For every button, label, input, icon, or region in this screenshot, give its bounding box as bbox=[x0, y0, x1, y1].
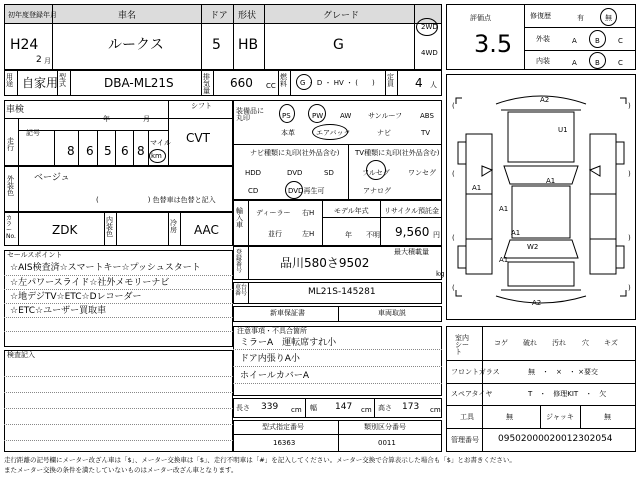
interior-b-circle bbox=[589, 52, 606, 69]
first-reg-month-unit: 月 bbox=[44, 57, 51, 65]
height-unit: cm bbox=[430, 406, 441, 414]
records-manual: 車両取説 bbox=[378, 309, 406, 317]
svg-text:(: ( bbox=[452, 102, 455, 110]
diagram-a2-top: A2 bbox=[540, 96, 550, 104]
drive-2wd: 2WD bbox=[421, 23, 438, 31]
equip-pw-circle bbox=[308, 104, 326, 123]
model-name-label: 車名 bbox=[118, 11, 137, 21]
interior-c: C bbox=[618, 59, 623, 67]
mileage-digit-4: 6 bbox=[121, 144, 129, 158]
selling-points-label: セールスポイント bbox=[7, 251, 63, 259]
equip-sunroof: サンルーフ bbox=[368, 112, 403, 120]
color-no-label: カラーNo. bbox=[6, 215, 16, 240]
mileage-digit-1: 8 bbox=[67, 144, 75, 158]
capacity-label: 定員 bbox=[387, 73, 394, 88]
model-name: ルークス bbox=[108, 37, 164, 53]
equip-tv: TV bbox=[421, 129, 431, 137]
shift-value: CVT bbox=[186, 131, 210, 145]
footer-line-2: またメーター交換の条件を満たしていないものはメーター改ざん車となります。 bbox=[4, 466, 238, 474]
month-label: 月 bbox=[143, 115, 150, 123]
svg-text:(: ( bbox=[452, 234, 455, 242]
chassis-value: ML21S-145281 bbox=[308, 287, 376, 297]
recycle-label: リサイクル預託金 bbox=[384, 207, 440, 215]
import-dealer: ディーラー bbox=[256, 209, 291, 217]
equip-leather: 本革 bbox=[281, 129, 295, 137]
jack-value: 無 bbox=[604, 413, 611, 421]
odometer-label: 車検 bbox=[6, 105, 25, 115]
recycle-unit: 円 bbox=[433, 231, 440, 239]
equip-pw: PW bbox=[312, 112, 324, 120]
glass-label: フロントガラス bbox=[451, 368, 500, 376]
length-label: 長さ bbox=[236, 404, 250, 412]
inspector-box bbox=[4, 350, 233, 452]
svg-text:): ) bbox=[628, 102, 631, 110]
use-value: 自家用 bbox=[22, 76, 59, 90]
interior-label: 内装 bbox=[536, 57, 550, 65]
jack-label: ジャッキ bbox=[546, 413, 574, 421]
exterior-b-circle bbox=[589, 30, 606, 48]
svg-text:): ) bbox=[628, 284, 631, 292]
mileage-digit-5: 8 bbox=[137, 144, 145, 158]
diagram-a1-right: A1 bbox=[499, 205, 509, 213]
navi-type-label: ナビ種類に丸印(社外品含む) bbox=[250, 149, 340, 157]
unit-mile: マイル bbox=[150, 139, 171, 147]
tv-fullseg: フルセグ bbox=[362, 169, 390, 177]
exterior-b: B bbox=[595, 37, 600, 45]
diagram-a1-mid: A1 bbox=[546, 177, 556, 185]
max-load-unit: kg bbox=[436, 270, 445, 278]
import-parallel: 並行 bbox=[268, 230, 282, 238]
navi-dvd: DVD bbox=[287, 169, 303, 177]
spare-opts: T ・ 修理KIT ・ 欠 bbox=[528, 390, 607, 398]
selling-point-2: ☆左パワースライド☆社外メモリーナビ bbox=[10, 278, 170, 288]
diagram-a2-rear: A2 bbox=[532, 299, 542, 307]
mileage-digit-3: 5 bbox=[104, 144, 112, 158]
selling-point-4: ☆ETC☆ユーザー買取車 bbox=[10, 306, 107, 316]
height-value: 173 bbox=[402, 402, 420, 412]
equip-ps: PS bbox=[282, 112, 291, 120]
ac-label: 冷房 bbox=[170, 219, 177, 234]
length-unit: cm bbox=[291, 406, 302, 414]
selling-point-1: ☆AIS検査済☆スマートキー☆プッシュスタート bbox=[10, 263, 201, 273]
svg-text:(: ( bbox=[452, 170, 455, 178]
width-value: 147 bbox=[335, 402, 353, 412]
drive-4wd: 4WD bbox=[421, 49, 438, 57]
year-label: 年 bbox=[103, 115, 110, 123]
equip-navi: ナビ bbox=[377, 129, 391, 137]
exterior-label: 外装 bbox=[536, 35, 550, 43]
mgmt-value: 09502000020012302054 bbox=[498, 434, 613, 444]
tools-value: 無 bbox=[506, 413, 513, 421]
import-left: 左H bbox=[302, 230, 315, 238]
diagram-w2: W2 bbox=[527, 243, 539, 251]
import-right: 右H bbox=[302, 209, 315, 217]
navi-dvd-play: DVD再生可 bbox=[288, 187, 325, 195]
equip-aw: AW bbox=[340, 112, 352, 120]
color-no-value: ZDK bbox=[52, 223, 78, 237]
notes-label: 注意事項・不具合箇所 bbox=[237, 327, 307, 335]
tv-analog: アナログ bbox=[363, 187, 391, 195]
navi-hdd: HDD bbox=[245, 169, 262, 177]
registration-label: 登録番号 bbox=[236, 249, 243, 274]
note-label: 記号 bbox=[26, 129, 40, 137]
tv-fullseg-circle bbox=[366, 160, 386, 180]
seat-scratch: キズ bbox=[604, 339, 618, 347]
seat-burn: コゲ bbox=[494, 339, 508, 347]
exterior-color-value: ベージュ bbox=[34, 173, 70, 183]
car-outline bbox=[446, 74, 636, 320]
first-reg-era: H24 bbox=[10, 37, 39, 53]
displacement-unit: CC bbox=[266, 82, 276, 90]
exterior-color-note: ( ) 色替車は色替と記入 bbox=[96, 196, 216, 204]
diagram-a1-rear: A1 bbox=[499, 256, 509, 264]
grade-label: グレード bbox=[323, 11, 360, 21]
glass-opts: 無 ・ × ・ ×要交 bbox=[528, 368, 598, 376]
fuel-circle bbox=[296, 74, 312, 90]
max-load-label: 最大積載量 bbox=[394, 248, 429, 256]
registration-value: 品川580さ9502 bbox=[280, 256, 370, 270]
navi-cd: CD bbox=[248, 187, 259, 195]
navi-dvd-play-circle bbox=[285, 181, 303, 199]
navi-sd: SD bbox=[324, 169, 334, 177]
class-no-label: 類別区分番号 bbox=[364, 423, 406, 431]
repair-yes: 有 bbox=[577, 14, 584, 22]
equip-ps-circle bbox=[279, 104, 295, 123]
use-label: 用途 bbox=[6, 73, 13, 88]
type-value: DBA-ML21S bbox=[104, 76, 174, 90]
seat-stain: 汚れ bbox=[552, 339, 566, 347]
displacement-value: 660 bbox=[230, 76, 253, 90]
repair-no-circle bbox=[600, 8, 617, 26]
interior-color-label: 内装色 bbox=[106, 216, 113, 238]
ac-value: AAC bbox=[194, 223, 219, 237]
svg-text:): ) bbox=[628, 170, 631, 178]
import-label: 輸入車 bbox=[236, 207, 243, 229]
width-label: 幅 bbox=[310, 404, 317, 412]
chassis-label: 車台番号 bbox=[235, 284, 248, 297]
model-year-value: 年 不明 bbox=[345, 231, 380, 239]
equip-airbag: エアバック bbox=[316, 129, 351, 137]
exterior-a: A bbox=[572, 37, 577, 45]
fuel-value: G ・ D ・ HV ・ ( ) bbox=[300, 79, 375, 87]
diagram-a1-lower: A1 bbox=[511, 229, 521, 237]
svg-text:): ) bbox=[628, 234, 631, 242]
type-no-value: 16363 bbox=[273, 439, 296, 447]
doors-value: 5 bbox=[212, 37, 221, 53]
tv-oneseg: ワンセグ bbox=[408, 169, 436, 177]
spare-label: スペアタイヤ bbox=[451, 390, 493, 398]
type-label: 型式 bbox=[59, 73, 66, 88]
unit-km: km bbox=[151, 152, 162, 160]
svg-text:(: ( bbox=[452, 284, 455, 292]
equipment-label: 装備品に丸印 bbox=[236, 107, 264, 122]
note-item-3: ホイールカバーA bbox=[240, 371, 309, 381]
inspector-label: 検査記入 bbox=[7, 351, 35, 359]
length-value: 339 bbox=[261, 402, 279, 412]
doors-label: ドア bbox=[210, 11, 228, 21]
exterior-c: C bbox=[618, 37, 623, 45]
seat-label: 室内シート bbox=[455, 334, 469, 356]
interior-a: A bbox=[572, 59, 577, 67]
displacement-label: 排気量 bbox=[203, 73, 210, 95]
first-reg-month: 2 bbox=[36, 55, 42, 65]
equip-airbag-circle bbox=[312, 124, 351, 140]
selling-point-3: ☆地デジTV☆ETC☆Dレコーダー bbox=[10, 292, 142, 302]
shift-label: シフト bbox=[191, 102, 212, 110]
fuel-label: 燃料 bbox=[280, 73, 287, 88]
equip-abs: ABS bbox=[420, 112, 434, 120]
seat-hole: 穴 bbox=[582, 339, 589, 347]
model-year-label: モデル年式 bbox=[334, 207, 369, 215]
capacity-unit: 人 bbox=[430, 81, 437, 89]
mgmt-label: 管理番号 bbox=[451, 436, 479, 444]
capacity-value: 4 bbox=[415, 76, 423, 90]
walk-label: 走行 bbox=[7, 137, 14, 152]
interior-b: B bbox=[595, 59, 600, 67]
shape-label: 形状 bbox=[238, 11, 257, 21]
exterior-color-label: 外装色 bbox=[7, 175, 14, 197]
score-value: 3.5 bbox=[474, 30, 513, 58]
width-unit: cm bbox=[361, 406, 372, 414]
note-item-2: ドア内張りA小 bbox=[240, 354, 300, 364]
first-reg-label: 初年度登録年月 bbox=[8, 11, 57, 19]
diagram-u1: U1 bbox=[558, 126, 568, 134]
score-label: 評価点 bbox=[470, 14, 491, 22]
shape-value: HB bbox=[238, 37, 259, 53]
class-no-value: 0011 bbox=[378, 439, 396, 447]
records-warranty: 新車保証書 bbox=[270, 309, 305, 317]
diagram-a1-left: A1 bbox=[472, 184, 482, 192]
repair-no: 無 bbox=[605, 14, 612, 22]
footer-line-1: 走行距離の記号欄にメーター改ざん車は「$」、メーター交換車は「$」、走行不明車は「#」を記入してください。メーター交換で合算表示した場合も「$」とお書きください。 bbox=[4, 456, 516, 464]
note-item-1: ミラーA 運転席すれ小 bbox=[240, 338, 337, 348]
height-label: 高さ bbox=[378, 404, 392, 412]
grade-value: G bbox=[333, 37, 344, 53]
tools-label: 工具 bbox=[460, 413, 474, 421]
repair-label: 修復歴 bbox=[530, 12, 551, 20]
seat-tear: 破れ bbox=[523, 339, 537, 347]
tv-type-label: TV種類に丸印(社外品含む) bbox=[355, 149, 440, 157]
recycle-value: 9,560 bbox=[395, 225, 430, 239]
mileage-digit-2: 6 bbox=[86, 144, 94, 158]
type-no-label: 型式指定番号 bbox=[262, 423, 304, 431]
